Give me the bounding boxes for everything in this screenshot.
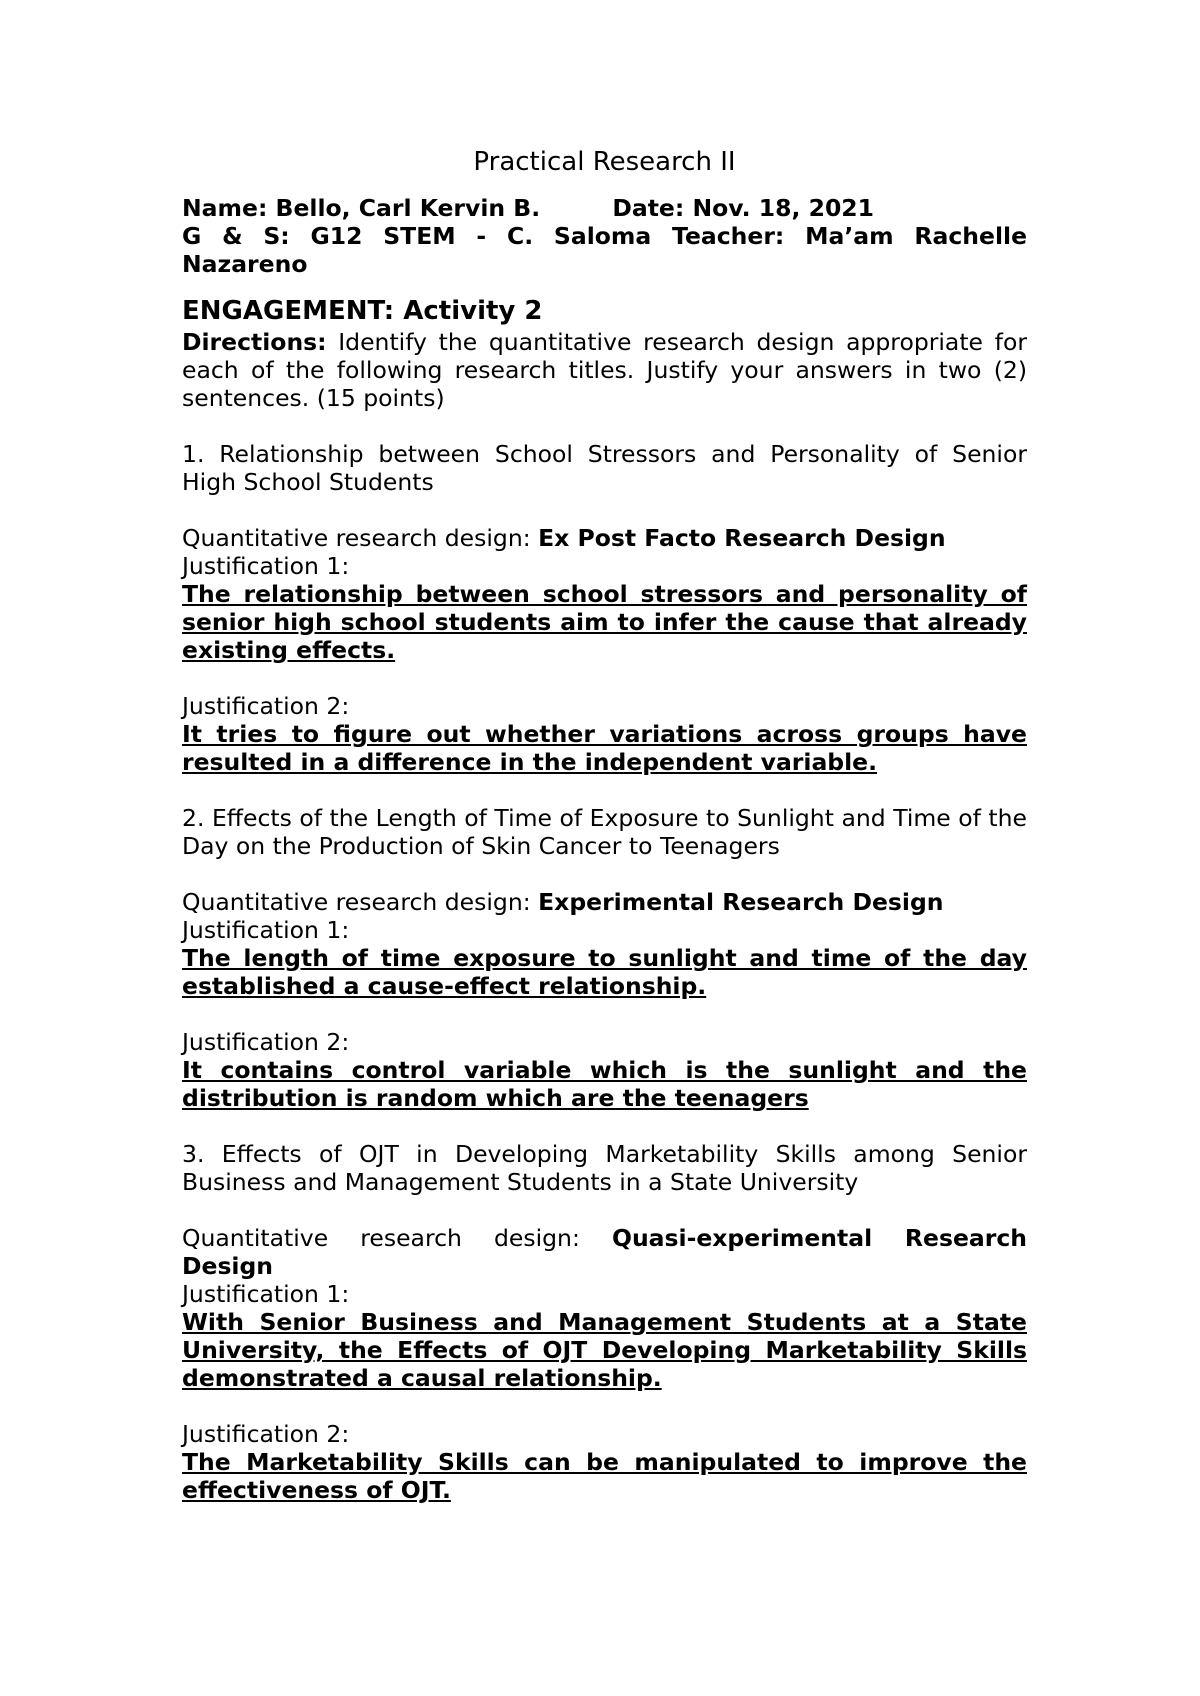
item-1-j2-text: It tries to figure out whether variations across groups have resulted in a difference in the independent variable. [182,720,1027,776]
gs-value: G12 STEM - C. Saloma [310,222,652,250]
item-1-design [182,524,1027,552]
design-value: Quasi-experimental Research Design [182,1224,1027,1280]
document-body [182,146,1027,1504]
gs-label: G & S: [182,222,290,250]
date-label: Date: [612,194,685,222]
directions-text: Identify the quantitative research design appropriate for each of the following research titles. Justify your answers in two (2) sentences. (15 points) [182,328,1027,412]
engagement-heading: ENGAGEMENT: Activity 2 [182,296,543,326]
item-3-j2-text: The Marketability Skills can be manipulated to improve the effectiveness of OJT. [182,1448,1027,1504]
item-3-design [182,1224,1027,1280]
teacher-value-continued: Nazareno [182,250,308,278]
item-3-j1-label: Justification 1: [182,1280,350,1308]
directions [182,328,1027,412]
item-2-j2-text: It contains control variable which is the sunlight and the distribution is random which are the teenagers [182,1056,1027,1112]
item-2-title: 2. Effects of the Length of Time of Exposure to Sunlight and Time of the Day on the Production of Skin Cancer to Teenagers [182,804,1027,860]
item-2-design [182,888,1027,916]
item-1-j1-label: Justification 1: [182,552,350,580]
item-2-j2-label: Justification 2: [182,1028,350,1056]
item-1-title: 1. Relationship between School Stressors and Personality of Senior High School Students [182,440,1027,496]
document-title: Practical Research II [473,147,736,177]
item-3-j1-text: With Senior Business and Management Students at a State University, the Effects of OJT Developing Marketability Skills demonstrated a causal relationship. [182,1308,1027,1392]
design-value: Ex Post Facto Research Design [538,524,946,552]
name-label: Name: [182,194,268,222]
design-label: Quantitative research design: [182,524,531,552]
item-2-j1-label: Justification 1: [182,916,350,944]
item-3-title: 3. Effects of OJT in Developing Marketability Skills among Senior Business and Management Students in a State University [182,1140,1027,1196]
teacher-value: Ma’am Rachelle [805,222,1028,250]
name-value: Bello, Carl Kervin B. [275,194,541,222]
teacher-label: Teacher: [672,222,785,250]
item-1-j2-label: Justification 2: [182,692,350,720]
item-3-j2-label: Justification 2: [182,1420,350,1448]
name-date-line [182,194,1027,222]
directions-label: Directions: [182,328,327,356]
design-value: Experimental Research Design [538,888,944,916]
item-2-j1-text: The length of time exposure to sunlight and time of the day established a cause-effect relationship. [182,944,1027,1000]
grade-section-line [182,222,1027,250]
item-1-j1-text: The relationship between school stressors and personality of senior high school students aim to infer the cause that already existing effects. [182,580,1027,664]
date-value: Nov. 18, 2021 [692,194,874,222]
design-label: Quantitative research design: [182,888,531,916]
design-label: Quantitative research design: [182,1224,580,1252]
